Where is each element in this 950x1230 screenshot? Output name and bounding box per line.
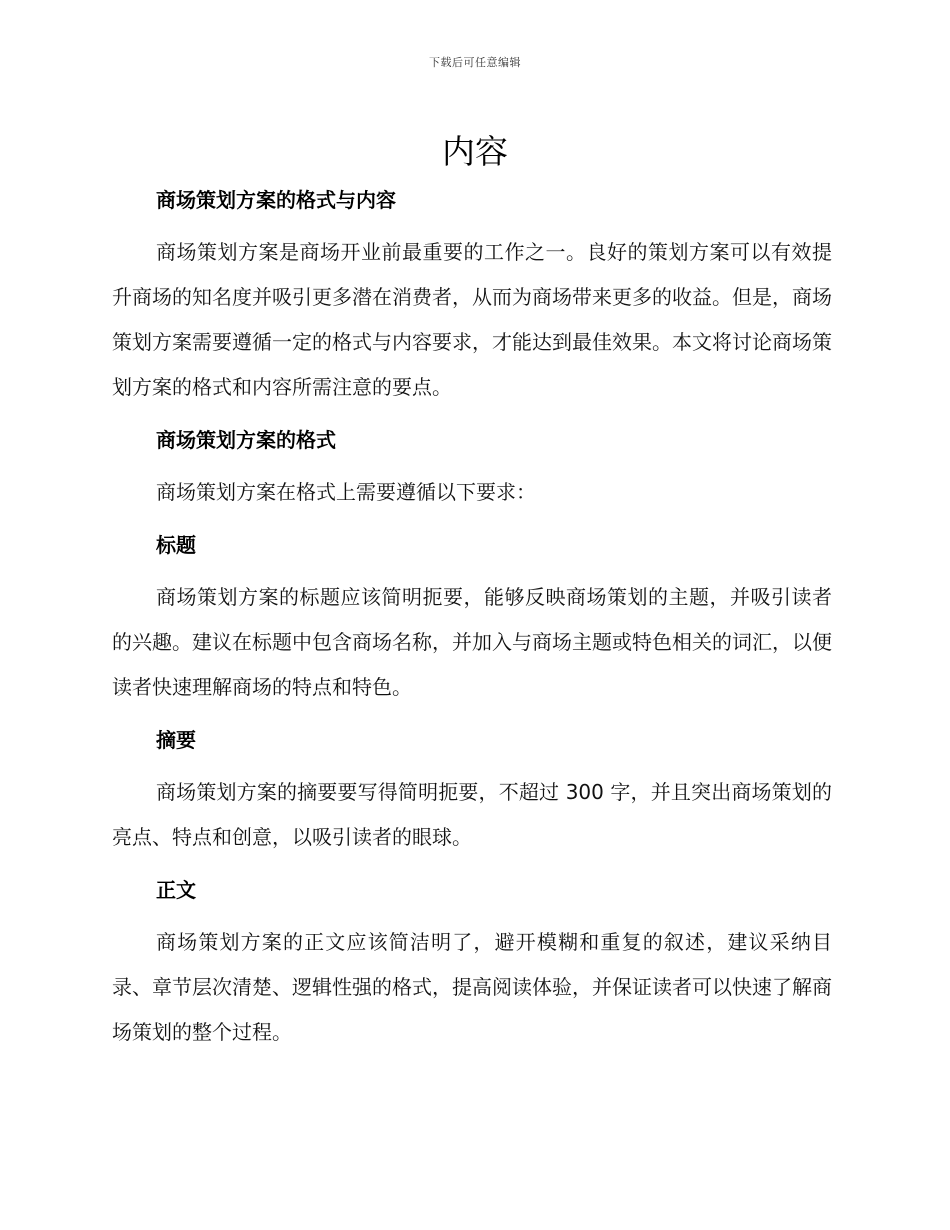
paragraph-body: 商场策划方案的正文应该简洁明了，避开模糊和重复的叙述，建议采纳目录、章节层次清楚、逻辑性强的格式，提高阅读体验，并保证读者可以快速了解商场策划的整个过程。 [112,930,832,1044]
paragraph-summary: 商场策划方案的摘要要写得简明扼要，不超过 300 字，并且突出商场策划的亮点、特点和创意，以吸引读者的眼球。 [112,780,832,849]
page-header-note: 下载后可任意编辑 [429,56,521,69]
section-heading-title: 标题 [156,533,196,557]
section-heading-body: 正文 [156,878,196,902]
section-heading-summary: 摘要 [156,728,196,752]
paragraph-title: 商场策划方案的标题应该简明扼要，能够反映商场策划的主题，并吸引读者的兴趣。建议在标题中包含商场名称，并加入与商场主题或特色相关的词汇，以便读者快速理解商场的特点和特色。 [112,585,832,699]
section-heading-format: 商场策划方案的格式 [156,428,336,452]
paragraph-intro: 商场策划方案是商场开业前最重要的工作之一。良好的策划方案可以有效提升商场的知名度并吸引更多潜在消费者，从而为商场带来更多的收益。但是，商场策划方案需要遵循一定的格式与内容要求，才能达到最佳效果。本文将讨论商场策划方案的格式和内容所需注意的要点。 [112,240,832,399]
document-body [112,182,832,1055]
section-heading-main: 商场策划方案的格式与内容 [156,188,396,212]
paragraph-format: 商场策划方案在格式上需要遵循以下要求： [156,480,536,504]
document-title: 内容 [442,132,508,171]
